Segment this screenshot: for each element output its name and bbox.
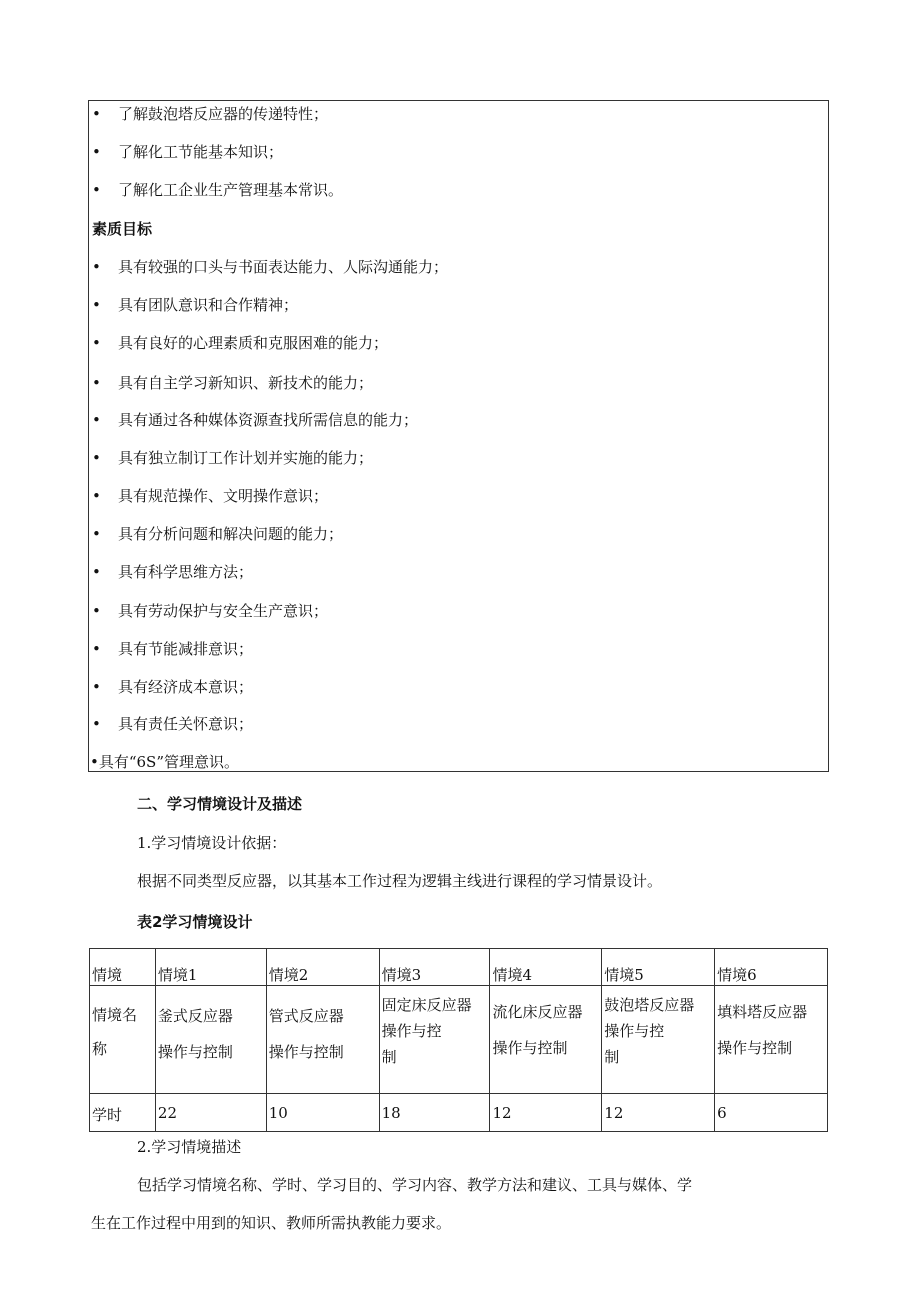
- list-item: • 具有团队意识和合作精神；: [92, 296, 299, 314]
- objectives-box: [88, 100, 829, 772]
- bullet: •: [92, 449, 101, 467]
- list-item: • 了解化工企业生产管理基本常识。: [92, 181, 344, 199]
- table-label-cell: 学时: [90, 1094, 156, 1132]
- bullet: •: [92, 296, 101, 314]
- subsection-title: 2.学习情境描述: [137, 1138, 242, 1156]
- section-title: 二、学习情境设计及描述: [137, 795, 303, 813]
- paragraph: 根据不同类型反应器，以其基本工作过程为逻辑主线进行课程的学习情景设计。: [137, 872, 663, 890]
- table-label-cell: 情境名 称: [90, 986, 156, 1094]
- table-header-cell: 情境1: [155, 949, 266, 986]
- table-cell: 12: [490, 1094, 602, 1132]
- table-caption: 表2学习情境设计: [137, 913, 253, 931]
- table-row: [90, 949, 828, 986]
- bullet: •: [92, 525, 101, 543]
- list-item: • 具有较强的口头与书面表达能力、人际沟通能力；: [92, 258, 449, 276]
- quality-heading: 素质目标: [92, 220, 153, 238]
- table-cell: 鼓泡塔反应器 操作与控 制: [602, 986, 715, 1094]
- table-cell: 22: [155, 1094, 266, 1132]
- list-item: • 了解鼓泡塔反应器的传递特性；: [92, 105, 329, 123]
- table-header-cell: 情境2: [266, 949, 379, 986]
- subsection-title: 1.学习情境设计依据：: [137, 834, 287, 852]
- table-cell: 釜式反应器 操作与控制: [155, 986, 266, 1094]
- list-item: • 具有责任关怀意识；: [92, 715, 254, 733]
- situation-table: [89, 948, 828, 1132]
- paragraph: 生在工作过程中用到的知识、教师所需执教能力要求。: [91, 1214, 452, 1232]
- table-header-cell: 情境: [90, 949, 156, 986]
- bullet: •: [92, 715, 101, 733]
- bullet: •: [92, 334, 101, 352]
- list-item: • 具有规范操作、文明操作意识；: [92, 487, 329, 505]
- table-cell: 6: [715, 1094, 828, 1132]
- list-item: • 具有节能减排意识；: [92, 640, 254, 658]
- list-item-last: •具有“6S”管理意识。: [90, 753, 240, 771]
- bullet: •: [92, 143, 101, 161]
- list-item: • 具有通过各种媒体资源查找所需信息的能力；: [92, 411, 419, 429]
- list-item: • 具有自主学习新知识、新技术的能力；: [92, 374, 374, 392]
- list-item: • 具有独立制订工作计划并实施的能力；: [92, 449, 374, 467]
- table-cell: 12: [602, 1094, 715, 1132]
- bullet: •: [92, 602, 101, 620]
- table-row: [90, 986, 828, 1094]
- table-cell: 固定床反应器 操作与控 制: [379, 986, 490, 1094]
- bullet: •: [92, 411, 101, 429]
- list-item: • 具有科学思维方法；: [92, 563, 254, 581]
- bullet: •: [92, 678, 101, 696]
- list-item: • 具有分析问题和解决问题的能力；: [92, 525, 344, 543]
- bullet: •: [92, 181, 101, 199]
- table-cell: 18: [379, 1094, 490, 1132]
- list-item: • 具有良好的心理素质和克服困难的能力；: [92, 334, 389, 352]
- table-cell: 填料塔反应器 操作与控制: [715, 986, 828, 1094]
- list-item: • 具有经济成本意识；: [92, 678, 254, 696]
- list-item: • 了解化工节能基本知识；: [92, 143, 284, 161]
- bullet: •: [92, 374, 101, 392]
- bullet: •: [92, 640, 101, 658]
- list-item: • 具有劳动保护与安全生产意识；: [92, 602, 329, 620]
- table-cell: 管式反应器 操作与控制: [266, 986, 379, 1094]
- table-header-cell: 情境6: [715, 949, 828, 986]
- table-header-cell: 情境4: [490, 949, 602, 986]
- table-header-cell: 情境5: [602, 949, 715, 986]
- paragraph: 包括学习情境名称、学时、学习目的、学习内容、教学方法和建议、工具与媒体、学: [137, 1176, 693, 1194]
- table-cell: 流化床反应器 操作与控制: [490, 986, 602, 1094]
- bullet: •: [92, 563, 101, 581]
- bullet: •: [92, 487, 101, 505]
- bullet: •: [92, 258, 101, 276]
- bullet: •: [92, 105, 101, 123]
- table-cell: 10: [266, 1094, 379, 1132]
- table-header-cell: 情境3: [379, 949, 490, 986]
- table-row: [90, 1094, 828, 1132]
